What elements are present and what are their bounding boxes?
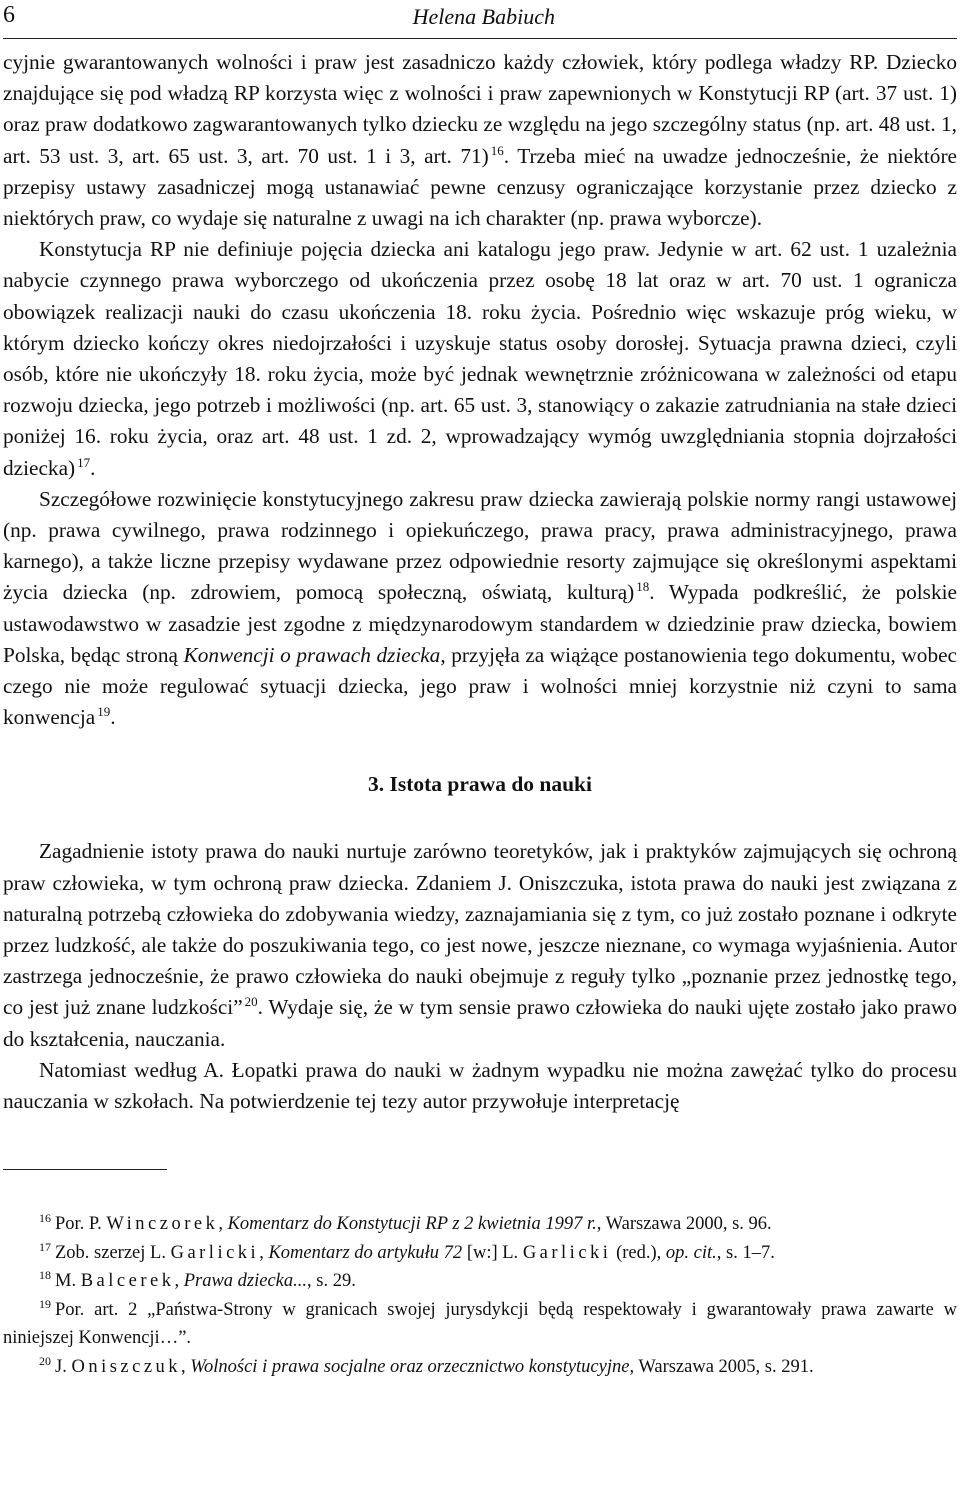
footnote-ref-17[interactable]: 17 xyxy=(77,454,91,470)
footnotes xyxy=(3,1210,957,1381)
page-header xyxy=(3,0,957,39)
page-number: 6 xyxy=(3,2,15,28)
footnote-ref-18[interactable]: 18 xyxy=(636,579,650,595)
footnote-16: $^{16}$ Por. P. Winczorek, Komentarz do Konstytucji RP z 2 kwietnia 1997 r., Warszawa 2000, s. 96. xyxy=(39,1211,772,1235)
paragraph-5: Natomiast według A. Łopatki prawa do nauki w żadnym wypadku nie można zawężać tylko do procesu nauczania w szkołach. Na potwierdzenie tej tezy autor przywołuje interpretację xyxy=(3,1057,957,1114)
footnote-17: $^{17}$ Zob. szerzej L. Garlicki, Komentarz do artykułu 72 [w:] L. Garlicki (red.), op. cit., s. 1–7. xyxy=(39,1239,775,1263)
footnote-ref-19[interactable]: 19 xyxy=(97,704,111,720)
footnote-19: $^{19}$ Por. art. 2 „Państwa-Strony w granicach swojej jurysdykcji będą respektowały i gwarantowały prawa zawarte w niniejszej Konwencji…”. xyxy=(3,1296,957,1349)
footnote-ref-20[interactable]: 20 xyxy=(244,994,258,1010)
paragraph-3: Szczegółowe rozwinięcie konstytucyjnego zakresu praw dziecka zawierają polskie normy rangi ustawowej (np. prawa cywilnego, prawa rodzinnego i opiekuńczego, prawa pracy, prawa administracyjnego, prawa karnego), a także liczne przepisy wydawane przez odpowiednie resorty zajmujące się określonymi aspektami życia dziecka (np. zdrowiem, pomocą społeczną, oświatą, kulturą) $^{18}$. Wypada podkreślić, że polskie ustawodawstwo w zasadzie jest zgodne z międzynarodowym standardem w dziedzinie praw dziecka, bowiem Polska, będąc stroną Konwencji o prawach dziecka, przyjęła za wiążące postanowienia tego dokumentu, wobec czego nie może regulować sytuacji dziecka, jego praw i wolności mniej korzystnie niż czyni to sama konwencja $^{19}$. xyxy=(3,486,957,730)
footnote-20: $^{20}$ J. Oniszczuk, Wolności i prawa socjalne oraz orzecznictwo konstytucyjne, Warszawa 2005, s. 291. xyxy=(39,1353,814,1377)
section-heading: 3. Istota prawa do nauki xyxy=(367,772,592,797)
body-text xyxy=(3,47,957,1117)
document-page xyxy=(3,0,957,1381)
footnote-ref-16[interactable]: 16 xyxy=(490,142,504,158)
running-head-author: Helena Babiuch xyxy=(412,4,555,29)
footnote-18: $^{18}$ M. Balcerek, Prawa dziecka..., s. 29. xyxy=(39,1268,356,1292)
footnote-separator xyxy=(3,1169,167,1170)
paragraph-4: Zagadnienie istoty prawa do nauki nurtuje zarówno teoretyków, jak i praktyków zajmujących się ochroną praw człowieka, w tym ochroną praw dziecka. Zdaniem J. Oniszczuka, istota prawa do nauki jest związana z naturalną potrzebą człowieka do zdobywania wiedzy, zaznajamiania się z tym, co już zostało poznane i odkryte przez ludzkość, ale także do poszukiwania tego, co jest nowe, jeszcze nieznane, co wymaga wyjaśnienia. Autor zastrzega jednocześnie, że prawo człowieka do nauki obejmuje z reguły tylko „poznanie przez jednostkę tego, co jest już znane ludzkości” $^{20}$. Wydaje się, że w tym sensie prawo człowieka do nauki ujęte zostało jako prawo do kształcenia, nauczania. xyxy=(3,839,958,1051)
paragraph-2: Konstytucja RP nie definiuje pojęcia dziecka ani katalogu jego praw. Jedynie w art. 62 ust. 1 uzależnia nabycie czynnego prawa wyborczego od ukończenia przez osobę 18 lat oraz w art. 70 ust. 1 ogranicza obowiązek realizacji nauki do czasu ukończenia 18. roku życia. Pośrednio więc wskazuje próg wieku, w którym dziecko kończy okres niedojrzałości i uzyskuje status osoby dorosłej. Sytuacja prawna dzieci, czyli osób, które nie ukończyły 18. roku życia, może być jednak wewnętrznie zróżnicowana w zależności od etapu rozwoju dziecka, jego potrzeb i możliwości (np. art. 65 ust. 3, stanowiący o zakazie zatrudniania na stałe dzieci poniżej 16. roku życia, oraz art. 48 ust. 1 zd. 2, wprowadzający wymóg uwzględniania stopnia dojrzałości dziecka) $^{17}$. xyxy=(3,237,957,480)
convention-title: Konwencji o prawach dziecka xyxy=(183,642,441,667)
paragraph-1: cyjnie gwarantowanych wolności i praw jest zasadniczo każdy człowiek, który podlega władzy RP. Dziecko znajdujące się pod władzą RP korzysta więc z wolności i praw zapewnionych w Konstytucji RP (art. 37 ust. 1) oraz praw dodatkowo zagwarantowanych tylko dziecku ze względu na jego szczególny status (np. art. 48 ust. 1, art. 53 ust. 3, art. 65 ust. 3, art. 70 ust. 1 i 3, art. 71) $^{16}$. Trzeba mieć na uwadze jednocześnie, że niektóre przepisy ustawy zasadniczej mogą ustanawiać pewne cenzusy ograniczające korzystanie przez dziecko z niektórych praw, co wydaje się naturalne z uwagi na ich charakter (np. prawa wyborcze). xyxy=(3,50,957,231)
